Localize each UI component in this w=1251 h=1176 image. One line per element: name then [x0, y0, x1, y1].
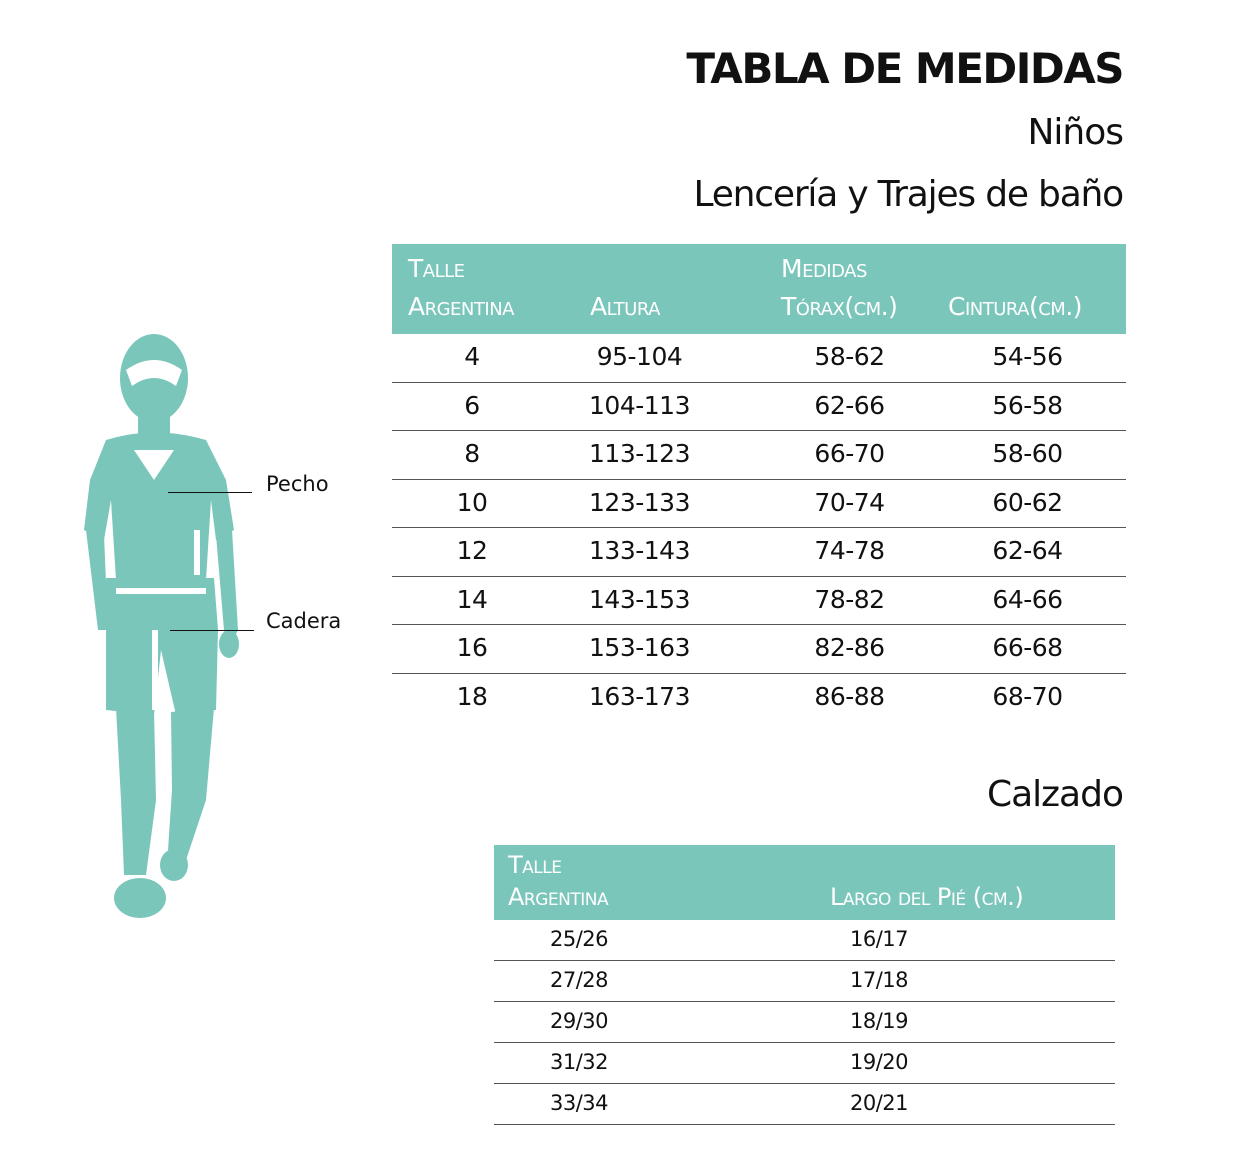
cell-talle: 12 [456, 536, 488, 565]
cell-talle: 18 [456, 681, 488, 711]
table-row [494, 1002, 1115, 1043]
table-row [392, 674, 1126, 723]
header-cintura: Cintura(cm.) [948, 292, 1083, 321]
table-row [494, 1043, 1115, 1084]
table-row [392, 383, 1126, 432]
cell-altura: 153-163 [589, 633, 690, 662]
footwear-header-talle-line2: Argentina [508, 883, 609, 911]
cell-altura: 123-133 [589, 487, 690, 517]
cell-torax: 82-86 [814, 633, 885, 662]
cell-altura: 133-143 [589, 536, 690, 565]
cell-cintura: 68-70 [992, 681, 1063, 711]
cell-torax: 78-82 [814, 584, 885, 614]
cell-cintura: 56-58 [992, 390, 1063, 420]
clothing-section-title: Lencería y Trajes de baño [693, 174, 1123, 215]
cell-largo: 16/17 [849, 927, 909, 951]
cell-cintura: 66-68 [992, 633, 1063, 662]
cell-torax: 74-78 [814, 536, 885, 565]
header-altura: Altura [590, 292, 660, 321]
footwear-header-largo: Largo del Pié (cm.) [830, 883, 1024, 911]
cell-altura: 95-104 [596, 342, 683, 371]
table-row [494, 961, 1115, 1002]
cell-torax: 86-88 [814, 681, 885, 711]
cell-largo: 18/19 [849, 1009, 909, 1033]
cell-talle: 29/30 [549, 1009, 609, 1033]
table-row [392, 577, 1126, 626]
cell-talle: 8 [464, 439, 480, 468]
cell-talle: 4 [464, 342, 480, 371]
cell-altura: 163-173 [589, 681, 690, 711]
table-row [494, 1084, 1115, 1125]
footwear-header-talle-line1: Talle [508, 851, 562, 879]
cell-torax: 70-74 [814, 487, 885, 517]
cell-talle: 6 [464, 390, 480, 420]
cell-cintura: 62-64 [992, 536, 1063, 565]
cell-torax: 62-66 [814, 390, 885, 420]
header-talle-line1: Talle [408, 254, 465, 283]
cell-talle: 14 [456, 584, 488, 614]
cell-talle: 16 [456, 633, 488, 662]
cell-altura: 113-123 [589, 439, 690, 468]
table-row [392, 334, 1126, 383]
table-row [392, 480, 1126, 529]
cell-altura: 104-113 [589, 390, 690, 420]
chest-label: Pecho [266, 472, 329, 496]
footwear-section-title: Calzado [986, 774, 1123, 815]
table-row [392, 431, 1126, 480]
cell-largo: 20/21 [849, 1091, 909, 1115]
cell-cintura: 54-56 [992, 342, 1063, 371]
cell-altura: 143-153 [589, 584, 690, 614]
hip-callout-line [170, 630, 254, 631]
table-row [392, 528, 1126, 577]
cell-talle: 33/34 [549, 1091, 609, 1115]
footwear-table-header [494, 845, 1115, 920]
cell-torax: 58-62 [814, 342, 885, 371]
cell-cintura: 64-66 [992, 584, 1063, 614]
header-talle-line2: Argentina [408, 292, 514, 321]
header-medidas: Medidas [781, 254, 867, 283]
cell-cintura: 60-62 [992, 487, 1063, 517]
child-figure [76, 330, 256, 934]
cell-talle: 25/26 [549, 927, 609, 951]
table-row [392, 625, 1126, 674]
cell-cintura: 58-60 [992, 439, 1063, 468]
chest-callout-line [168, 492, 252, 493]
table-row [494, 920, 1115, 961]
cell-talle: 31/32 [549, 1050, 609, 1074]
page-title: TABLA DE MEDIDAS [686, 44, 1123, 93]
audience-subtitle: Niños [1027, 112, 1123, 153]
cell-talle: 27/28 [549, 968, 609, 992]
hip-label: Cadera [266, 609, 342, 633]
header-torax: Tórax(cm.) [781, 292, 898, 321]
cell-torax: 66-70 [814, 439, 885, 468]
cell-talle: 10 [456, 487, 488, 517]
cell-largo: 19/20 [849, 1050, 909, 1074]
cell-largo: 17/18 [849, 968, 909, 992]
sizes-table-header [392, 244, 1126, 334]
